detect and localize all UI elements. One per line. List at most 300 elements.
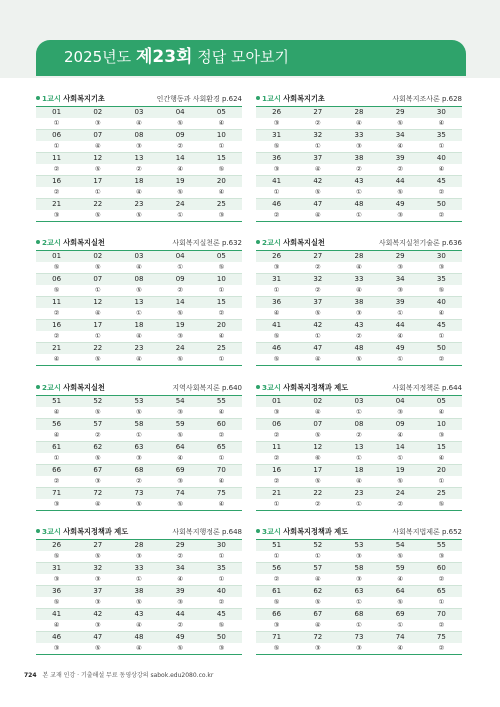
bullet-icon	[256, 385, 260, 389]
answer-choice: ②	[160, 551, 201, 563]
question-number: 68	[118, 465, 159, 477]
answer-choice: ⑤	[380, 118, 421, 130]
answer-choice: ④	[77, 499, 118, 511]
answer-choice: ④	[421, 407, 462, 419]
answer-choice: ⑤	[380, 551, 421, 563]
answer-choice: ③	[36, 210, 77, 222]
question-number: 72	[297, 632, 338, 644]
subject-label: 사회복지실천	[63, 238, 105, 247]
question-number: 42	[297, 320, 338, 332]
question-number-row	[256, 320, 462, 332]
question-number: 05	[201, 107, 242, 118]
answer-choice: ②	[380, 164, 421, 176]
answer-choice: ①	[201, 453, 242, 465]
session-label: 2교시	[42, 383, 61, 392]
answer-choice: ①	[421, 331, 462, 343]
answer-row	[256, 597, 462, 609]
question-number-row	[36, 343, 242, 355]
answer-choice: ④	[36, 354, 77, 366]
title-year: 2025년도	[64, 48, 132, 66]
answer-row	[36, 407, 242, 419]
answer-choice: ②	[297, 499, 338, 511]
answer-row	[256, 331, 462, 343]
question-number: 44	[380, 320, 421, 332]
question-number: 28	[118, 540, 159, 551]
question-number: 38	[338, 297, 379, 309]
answer-choice: ②	[36, 476, 77, 488]
question-number-row	[36, 540, 242, 551]
block-header	[256, 236, 462, 250]
answer-choice: ①	[338, 620, 379, 632]
block-header	[256, 525, 462, 539]
question-number: 65	[421, 586, 462, 598]
bullet-icon	[256, 96, 260, 100]
answer-choice: ⑤	[160, 187, 201, 199]
question-number: 48	[338, 343, 379, 355]
question-number: 60	[421, 563, 462, 575]
subject-label: 사회복지정책과 제도	[283, 383, 349, 392]
answer-choice: ②	[36, 308, 77, 320]
question-number: 21	[36, 199, 77, 211]
question-number-row	[36, 465, 242, 477]
answer-choice: ⑤	[118, 210, 159, 222]
answer-row	[36, 620, 242, 632]
question-number: 18	[118, 176, 159, 188]
answer-row	[36, 597, 242, 609]
answer-choice: ⑤	[118, 499, 159, 511]
question-number: 37	[77, 586, 118, 598]
question-number: 15	[201, 297, 242, 309]
question-number: 55	[421, 540, 462, 551]
question-number: 49	[380, 199, 421, 211]
answer-choice: ②	[338, 331, 379, 343]
question-number-row	[36, 320, 242, 332]
question-number: 02	[77, 251, 118, 262]
session-label: 2교시	[42, 238, 61, 247]
question-number: 11	[256, 442, 297, 454]
question-number-row	[256, 274, 462, 286]
question-number: 12	[77, 153, 118, 165]
answer-choice: ①	[201, 285, 242, 297]
question-number: 45	[421, 176, 462, 188]
title-text: 정답 모아보기	[197, 48, 289, 66]
answer-choice: ④	[201, 407, 242, 419]
question-number-row	[256, 586, 462, 598]
answer-row	[36, 210, 242, 222]
question-number: 19	[380, 465, 421, 477]
answer-choice: ①	[421, 141, 462, 153]
question-number: 01	[36, 107, 77, 118]
question-number: 27	[77, 540, 118, 551]
question-number-row	[256, 419, 462, 431]
answer-choice: ③	[201, 643, 242, 655]
question-number: 18	[118, 320, 159, 332]
question-number: 29	[380, 251, 421, 262]
answer-choice: ③	[77, 574, 118, 586]
question-number: 34	[160, 563, 201, 575]
answer-choice: ⑤	[160, 118, 201, 130]
answer-row	[256, 308, 462, 320]
answer-choice: ③	[256, 164, 297, 176]
answer-choice: ②	[297, 262, 338, 274]
answer-choice: ①	[201, 574, 242, 586]
question-number: 33	[118, 563, 159, 575]
answer-choice: ④	[118, 354, 159, 366]
answer-choice: ①	[380, 453, 421, 465]
question-number: 14	[160, 297, 201, 309]
question-number-row	[36, 130, 242, 142]
answer-choice: ⑤	[338, 354, 379, 366]
answer-choice: ⑤	[36, 551, 77, 563]
answer-choice: ⑤	[380, 476, 421, 488]
answer-table	[256, 540, 462, 655]
answer-choice: ①	[118, 430, 159, 442]
session-label: 2교시	[262, 238, 281, 247]
answer-choice: ⑤	[77, 354, 118, 366]
answer-choice: ⑤	[160, 643, 201, 655]
answer-row	[36, 285, 242, 297]
answer-choice: ③	[338, 574, 379, 586]
question-number-row	[36, 488, 242, 500]
answer-choice: ②	[421, 643, 462, 655]
answer-choice: ④	[118, 643, 159, 655]
answer-choice: ②	[36, 164, 77, 176]
answer-choice: ④	[201, 476, 242, 488]
answer-choice: ⑤	[256, 141, 297, 153]
answer-choice: ⑤	[36, 262, 77, 274]
answer-choice: ⑤	[160, 499, 201, 511]
answer-choice: ②	[338, 430, 379, 442]
answer-choice: ④	[160, 453, 201, 465]
question-number: 47	[297, 343, 338, 355]
answer-choice: ④	[380, 574, 421, 586]
question-number: 20	[201, 176, 242, 188]
question-number: 14	[160, 153, 201, 165]
answer-choice: ②	[118, 476, 159, 488]
question-number: 13	[338, 442, 379, 454]
answer-choice: ②	[36, 331, 77, 343]
answer-choice: ④	[297, 354, 338, 366]
question-number: 60	[201, 419, 242, 431]
block-header	[36, 92, 242, 106]
subject-reference: 사회복지행정론 p.648	[172, 528, 242, 536]
answer-choice: ②	[297, 118, 338, 130]
question-number: 49	[380, 343, 421, 355]
question-number: 62	[77, 442, 118, 454]
answer-choice: ③	[338, 643, 379, 655]
question-number: 22	[297, 488, 338, 500]
answer-choice: ②	[256, 574, 297, 586]
question-number: 29	[160, 540, 201, 551]
bullet-icon	[256, 529, 260, 533]
question-number: 50	[201, 632, 242, 644]
question-number: 43	[338, 176, 379, 188]
answer-row	[256, 620, 462, 632]
answer-choice: ⑤	[297, 187, 338, 199]
answer-choice: ①	[338, 597, 379, 609]
session-label: 1교시	[262, 94, 281, 103]
answer-choice: ④	[118, 331, 159, 343]
question-number: 32	[77, 563, 118, 575]
answer-choice: ④	[297, 574, 338, 586]
answer-choice: ④	[256, 308, 297, 320]
answer-choice: ③	[77, 620, 118, 632]
question-number: 37	[297, 153, 338, 165]
answer-row	[256, 430, 462, 442]
question-number: 16	[256, 465, 297, 477]
question-number: 05	[201, 251, 242, 262]
answer-choice: ③	[160, 331, 201, 343]
question-number: 24	[160, 199, 201, 211]
question-number: 58	[118, 419, 159, 431]
answer-choice: ⑤	[380, 597, 421, 609]
answer-choice: ④	[297, 210, 338, 222]
question-number-row	[36, 563, 242, 575]
question-number: 29	[380, 107, 421, 118]
answer-choice: ⑤	[201, 262, 242, 274]
question-number: 06	[36, 274, 77, 286]
answer-row	[256, 141, 462, 153]
answer-choice: ①	[201, 141, 242, 153]
answer-row	[36, 308, 242, 320]
answer-choice: ①	[421, 597, 462, 609]
question-number: 54	[380, 540, 421, 551]
question-number-row	[256, 396, 462, 407]
answer-block	[256, 236, 462, 366]
answer-choice: ④	[36, 620, 77, 632]
answer-choice: ②	[421, 354, 462, 366]
question-number: 30	[201, 540, 242, 551]
answer-row	[36, 141, 242, 153]
question-number: 51	[36, 396, 77, 407]
answer-row	[256, 164, 462, 176]
question-number: 37	[297, 297, 338, 309]
question-number-row	[256, 251, 462, 262]
answer-choice: ⑤	[421, 499, 462, 511]
answer-choice: ②	[160, 141, 201, 153]
question-number: 53	[338, 540, 379, 551]
question-number: 48	[118, 632, 159, 644]
answer-row	[256, 118, 462, 130]
question-number: 36	[256, 297, 297, 309]
answer-choice: ④	[201, 187, 242, 199]
question-number: 50	[421, 343, 462, 355]
question-number: 40	[201, 586, 242, 598]
question-number-row	[256, 130, 462, 142]
answer-block	[36, 525, 242, 655]
question-number-row	[36, 199, 242, 211]
question-number-row	[256, 107, 462, 118]
question-number: 03	[338, 396, 379, 407]
subject-reference: 사회복지조사론 p.628	[392, 95, 462, 103]
answer-choice: ⑤	[256, 331, 297, 343]
question-number: 44	[380, 176, 421, 188]
question-number: 50	[421, 199, 462, 211]
block-header	[36, 381, 242, 395]
question-number: 34	[380, 130, 421, 142]
answer-choice: ①	[36, 141, 77, 153]
answer-row	[36, 118, 242, 130]
answer-choice: ③	[256, 118, 297, 130]
question-number: 28	[338, 107, 379, 118]
question-number: 23	[118, 343, 159, 355]
question-number: 20	[421, 465, 462, 477]
answer-choice: ②	[36, 187, 77, 199]
answer-choice: ③	[36, 643, 77, 655]
question-number: 67	[297, 609, 338, 621]
question-number: 63	[118, 442, 159, 454]
answer-choice: ②	[201, 430, 242, 442]
answer-choice: ④	[36, 430, 77, 442]
answer-row	[256, 187, 462, 199]
answer-choice: ⑤	[160, 354, 201, 366]
question-number: 30	[421, 251, 462, 262]
answer-choice: ③	[118, 453, 159, 465]
bullet-icon	[36, 385, 40, 389]
answer-choice: ⑤	[77, 453, 118, 465]
answer-choice: ③	[118, 141, 159, 153]
bullet-icon	[36, 96, 40, 100]
question-number: 67	[77, 465, 118, 477]
question-number: 30	[421, 107, 462, 118]
answer-choice: ③	[77, 597, 118, 609]
answer-choice: ②	[118, 164, 159, 176]
question-number-row	[256, 563, 462, 575]
question-number: 32	[297, 274, 338, 286]
page-title	[36, 40, 466, 74]
question-number: 19	[160, 320, 201, 332]
answer-row	[36, 476, 242, 488]
question-number: 52	[77, 396, 118, 407]
question-number: 39	[380, 297, 421, 309]
question-number: 09	[160, 274, 201, 286]
subject-reference: 사회복지정책론 p.644	[392, 384, 462, 392]
answer-row	[36, 187, 242, 199]
question-number: 45	[201, 609, 242, 621]
question-number: 70	[201, 465, 242, 477]
answer-choice: ④	[380, 643, 421, 655]
question-number: 57	[77, 419, 118, 431]
answer-choice: ④	[201, 499, 242, 511]
question-number: 61	[36, 442, 77, 454]
question-number: 53	[118, 396, 159, 407]
question-number: 56	[256, 563, 297, 575]
question-number: 17	[77, 320, 118, 332]
session-label: 3교시	[262, 383, 281, 392]
question-number: 34	[380, 274, 421, 286]
answer-choice: ④	[421, 453, 462, 465]
question-number: 57	[297, 563, 338, 575]
answer-choice: ①	[36, 118, 77, 130]
question-number: 26	[256, 107, 297, 118]
question-number: 48	[338, 199, 379, 211]
question-number: 74	[160, 488, 201, 500]
question-number-row	[256, 632, 462, 644]
answer-row	[256, 262, 462, 274]
answer-choice: ①	[297, 331, 338, 343]
answer-choice: ④	[118, 620, 159, 632]
answer-choice: ②	[201, 308, 242, 320]
answer-choice: ③	[36, 499, 77, 511]
answer-choice: ⑤	[297, 476, 338, 488]
answer-table	[36, 251, 242, 366]
answer-choice: ⑤	[118, 285, 159, 297]
question-number: 47	[297, 199, 338, 211]
answer-choice: ④	[338, 285, 379, 297]
answer-choice: ⑤	[160, 430, 201, 442]
answer-choice: ④	[77, 141, 118, 153]
answer-choice: ②	[77, 430, 118, 442]
answer-choice: ①	[380, 354, 421, 366]
question-number: 43	[118, 609, 159, 621]
answer-choice: ①	[160, 262, 201, 274]
question-number: 59	[160, 419, 201, 431]
question-number: 23	[338, 488, 379, 500]
question-number-row	[36, 176, 242, 188]
answer-choice: ②	[160, 620, 201, 632]
question-number: 22	[77, 199, 118, 211]
title-round: 제23회	[135, 47, 193, 67]
subject-reference: 인간행동과 사회환경 p.624	[156, 95, 242, 103]
question-number-row	[36, 274, 242, 286]
question-number: 21	[36, 343, 77, 355]
question-number: 49	[160, 632, 201, 644]
question-number: 12	[77, 297, 118, 309]
answer-choice: ⑤	[77, 164, 118, 176]
answer-block	[256, 525, 462, 655]
answer-choice: ⑤	[297, 430, 338, 442]
question-number-row	[256, 540, 462, 551]
answer-row	[36, 164, 242, 176]
question-number: 27	[297, 107, 338, 118]
block-header	[256, 92, 462, 106]
answer-table	[256, 251, 462, 366]
question-number: 25	[201, 343, 242, 355]
answer-choice: ②	[338, 164, 379, 176]
answer-choice: ⑤	[118, 597, 159, 609]
question-number: 13	[118, 153, 159, 165]
question-number: 46	[36, 632, 77, 644]
question-number: 65	[201, 442, 242, 454]
question-number: 41	[256, 176, 297, 188]
answer-choice: ①	[77, 187, 118, 199]
question-number: 10	[201, 130, 242, 142]
question-number: 31	[256, 130, 297, 142]
answer-choice: ④	[380, 331, 421, 343]
question-number: 69	[380, 609, 421, 621]
subject-label: 사회복지기초	[63, 94, 105, 103]
question-number: 04	[160, 251, 201, 262]
answer-choice: ④	[297, 407, 338, 419]
answer-choice: ⑤	[77, 210, 118, 222]
question-number: 26	[36, 540, 77, 551]
question-number: 32	[297, 130, 338, 142]
block-header	[36, 236, 242, 250]
question-number: 08	[118, 274, 159, 286]
answer-choice: ③	[338, 551, 379, 563]
answer-choice: ④	[118, 118, 159, 130]
question-number: 15	[421, 442, 462, 454]
question-number: 25	[201, 199, 242, 211]
answer-choice: ③	[160, 597, 201, 609]
answer-choice: ④	[297, 620, 338, 632]
answer-choice: ③	[380, 407, 421, 419]
answer-choice: ④	[118, 262, 159, 274]
question-number-row	[256, 343, 462, 355]
answer-block	[256, 381, 462, 511]
question-number: 46	[256, 343, 297, 355]
answer-choice: ⑤	[256, 643, 297, 655]
